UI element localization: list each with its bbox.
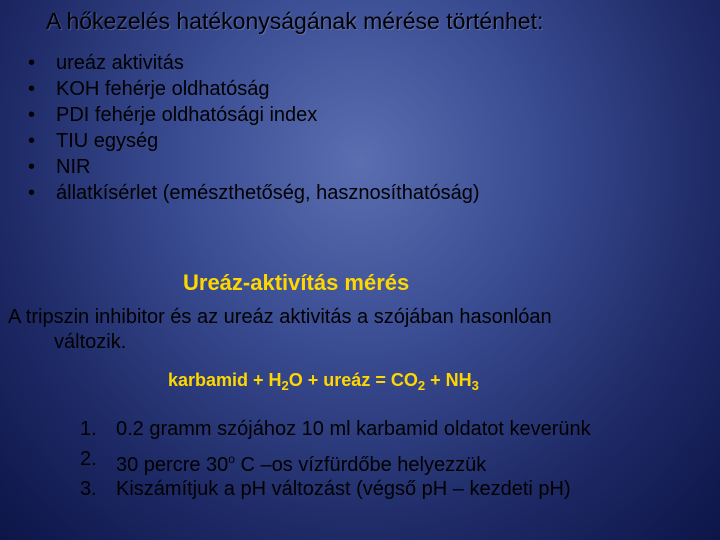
section-heading: Ureáz-aktivítás mérés bbox=[183, 270, 410, 295]
bullet-dot: • bbox=[28, 104, 36, 126]
bullet-item bbox=[28, 128, 480, 154]
equation-sub-1: 2 bbox=[281, 378, 289, 393]
reaction-equation bbox=[168, 370, 479, 393]
intro-line-1: A tripszin inhibitor és az ureáz aktivitás a szójában hasonlóan bbox=[8, 306, 552, 328]
bullet-text: ureáz aktivitás bbox=[56, 52, 184, 74]
equation-part-2: O + ureáz = CO bbox=[288, 370, 418, 390]
bullet-item bbox=[28, 50, 480, 76]
bullet-dot: • bbox=[28, 156, 36, 178]
intro-paragraph bbox=[8, 305, 708, 355]
bullet-item bbox=[28, 102, 480, 128]
bullet-text: PDI fehérje oldhatósági index bbox=[56, 104, 318, 126]
step-item bbox=[80, 444, 591, 474]
step-number: 1. bbox=[80, 418, 97, 440]
step-text-after: C –os vízfürdőbe helyezzük bbox=[234, 454, 487, 476]
step-text: 0.2 gramm szójához 10 ml karbamid oldatot keverünk bbox=[116, 418, 591, 440]
bullet-dot: • bbox=[28, 52, 36, 74]
step-item bbox=[80, 474, 591, 504]
bullet-item bbox=[28, 180, 480, 206]
bullet-text: állatkísérlet (emészthetőség, hasznosíthatóság) bbox=[56, 182, 480, 204]
bullet-dot: • bbox=[28, 182, 36, 204]
equation-sub-3: 3 bbox=[471, 378, 479, 393]
step-item bbox=[80, 414, 591, 444]
step-number: 2. bbox=[80, 448, 97, 470]
intro-line-2: változik. bbox=[54, 331, 127, 353]
equation-part-3: + NH bbox=[425, 370, 472, 390]
bullet-text: NIR bbox=[56, 156, 91, 178]
bullet-dot: • bbox=[28, 130, 36, 152]
step-number: 3. bbox=[80, 478, 97, 500]
bullet-text: KOH fehérje oldhatóság bbox=[56, 78, 270, 100]
degree-superscript: o bbox=[228, 452, 235, 466]
slide-title: A hőkezelés hatékonyságának mérése történhet: bbox=[46, 8, 544, 34]
bullet-list bbox=[28, 50, 480, 206]
procedure-steps bbox=[80, 414, 591, 504]
step-text: Kiszámítjuk a pH változást (végső pH – kezdeti pH) bbox=[116, 478, 571, 500]
step-text-before: 30 percre 30 bbox=[116, 454, 229, 476]
equation-sub-2: 2 bbox=[417, 378, 426, 393]
equation-part-1: karbamid + H bbox=[168, 370, 282, 390]
bullet-item bbox=[28, 154, 480, 180]
bullet-text: TIU egység bbox=[56, 130, 159, 152]
bullet-item bbox=[28, 76, 480, 102]
bullet-dot: • bbox=[28, 78, 36, 100]
